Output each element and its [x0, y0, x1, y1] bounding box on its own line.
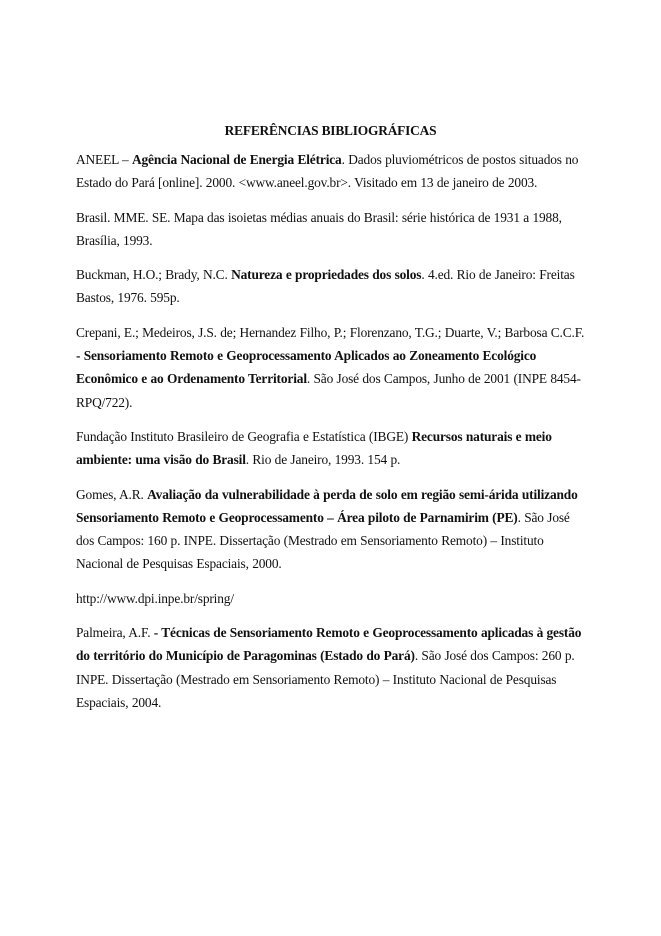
page-title: REFERÊNCIAS BIBLIOGRÁFICAS: [224, 123, 437, 138]
reference-text: . São José dos Campos, Junho de 2001 (INPE 8454-RPQ/722).: [76, 371, 581, 410]
reference-bold-title: - Técnicas de Sensoriamento Remoto e Geoprocessamento aplicadas à gestão do território do Município de Paragominas (Estado do Pará): [76, 625, 582, 664]
reference-text: ANEEL –: [76, 152, 132, 167]
reference-url: [76, 587, 588, 610]
reference-bold-title: Agência Nacional de Energia Elétrica: [131, 152, 342, 167]
reference-bold-title: Recursos naturais e meio ambiente: uma visão do Brasil: [76, 428, 552, 468]
reference-entry: [76, 483, 588, 576]
reference-text: . São José dos Campos: 160 p. INPE. Dissertação (Mestrado em Sensoriamento Remoto) – Instituto Nacional de Pesquisas Espaciais, 2000.: [76, 509, 570, 572]
reference-bold-title: Avaliação da vulnerabilidade à perda de solo em região semi-árida utilizando Sensoriamento Remoto e Geoprocessamento – Área piloto de Parnamirim (PE): [76, 486, 578, 525]
reference-text: . São José dos Campos: 260 p. INPE. Dissertação (Mestrado em Sensoriamento Remoto) – Instituto Nacional de Pesquisas Espaciais, 2004.: [76, 648, 575, 710]
reference-bold-title: Natureza e propriedades dos solos: [231, 267, 422, 283]
reference-text: Palmeira, A.F.: [76, 625, 154, 641]
reference-text: Fundação Instituto Brasileiro de Geografia e Estatística (IBGE): [76, 428, 412, 444]
reference-text: Brasil. MME. SE. Mapa das isoietas médias anuais do Brasil: série histórica de 1931 a 1988, Brasília, 1993.: [76, 209, 562, 248]
reference-entry: [76, 425, 588, 472]
reference-text: http://www.dpi.inpe.br/spring/: [76, 590, 234, 606]
reference-text: . 4.ed. Rio de Janeiro: Freitas Bastos, 1976. 595p.: [76, 267, 575, 306]
reference-text: . Rio de Janeiro, 1993. 154 p.: [245, 452, 401, 468]
reference-text: . Dados pluviométricos de postos situados no Estado do Pará [online]. 2000. <www.aneel.gov.br>. Visitado em 13 de janeiro de 2003.: [76, 152, 579, 191]
reference-list: [76, 148, 588, 725]
reference-entry: [76, 321, 588, 414]
reference-text: Crepani, E.; Medeiros, J.S. de; Hernandez Filho, P.; Florenzano, T.G.; Duarte, V.; Barbosa C.C.F.: [76, 324, 585, 340]
reference-entry: [76, 206, 588, 253]
reference-text: Buckman, H.O.; Brady, N.C.: [76, 267, 232, 283]
reference-text: Gomes, A.R.: [76, 486, 148, 502]
reference-entry: [76, 621, 588, 714]
reference-bold-title: - Sensoriamento Remoto e Geoprocessamento Aplicados ao Zoneamento Ecológico Econômico e ao Ordenamento Territorial: [76, 348, 537, 387]
reference-entry: [76, 148, 588, 195]
reference-entry: [76, 263, 588, 310]
